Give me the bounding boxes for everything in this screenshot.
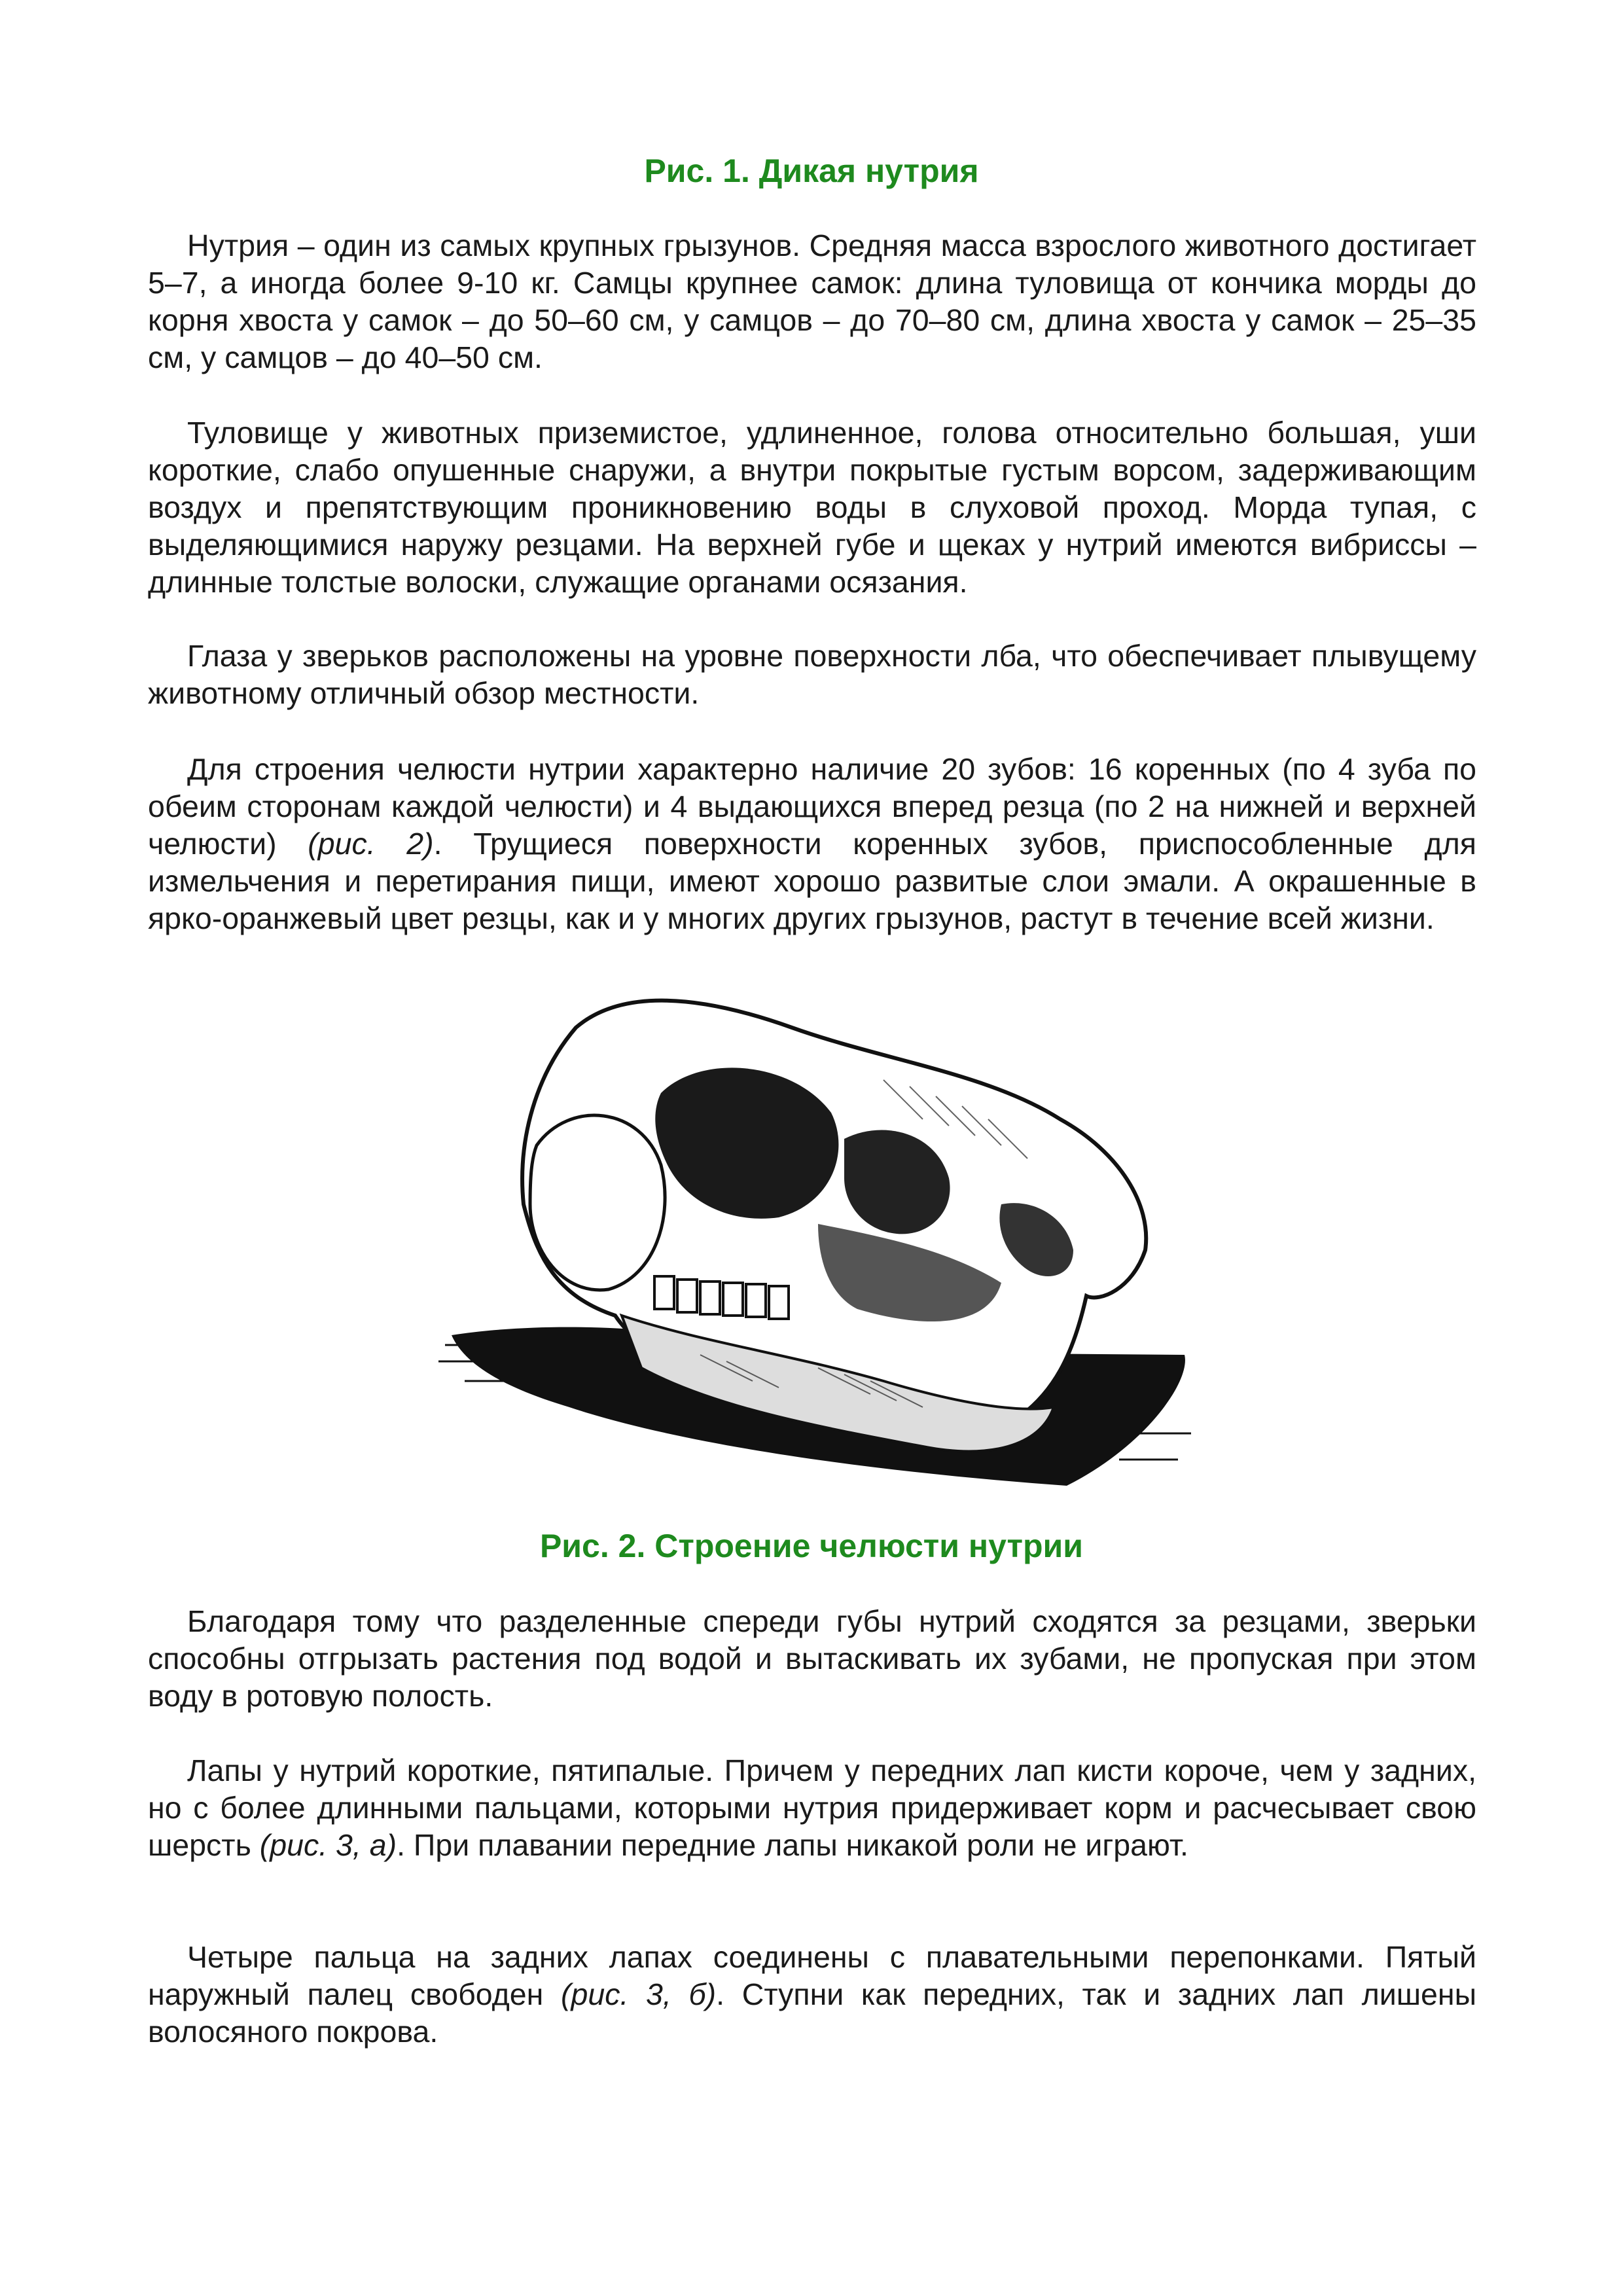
paragraph-jaw-text-cont: . Трущиеся поверхности коренных зубов, приспособленные для измельчения и перетирания пищи, имеют хорошо развитые слои эмали. А окрашенные в ярко-оранжевый цвет резцы, как и у многих других грызунов, растут в течение всей жизни.	[148, 827, 1476, 935]
figure-reference: (рис. 3, а)	[259, 1828, 397, 1862]
paragraph-hind-paws-text: Четыре пальца на задних лапах соединены с плавательными перепонками. Пятый наружный палец свободен	[148, 1940, 1476, 2011]
paragraph-jaw	[148, 751, 1476, 937]
figure1-caption: Рис. 1. Дикая нутрия	[644, 152, 979, 189]
paragraph-lips: Благодаря тому что разделенные спереди губы нутрий сходятся за резцами, зверьки способны отгрызать растения под водой и вытаскивать их зубами, не пропуская при этом воду в ротовую полость.	[148, 1604, 1476, 1713]
paragraph-paws	[148, 1752, 1476, 1864]
paragraph-jaw-text: Для строения челюсти нутрии характерно наличие 20 зубов: 16 коренных (по 4 зуба по обеим сторонам каждой челюсти) и 4 выдающихся вперед резца (по 2 на нижней и верхней челюсти)	[148, 752, 1476, 861]
paragraph-paws-text: Лапы у нутрий короткие, пятипалые. Причем у передних лап кисти короче, чем у задних, но с более длинными пальцами, которыми нутрия придерживает корм и расчесывает свою шерсть	[148, 1753, 1476, 1862]
paragraph-hind-paws	[148, 1939, 1476, 2051]
paragraph-eyes: Глаза у зверьков расположены на уровне поверхности лба, что обеспечивает плывущему животному отличный обзор местности.	[148, 639, 1476, 710]
paragraph-size: Нутрия – один из самых крупных грызунов. Средняя масса взрослого животного достигает 5–7, а иногда более 9-10 кг. Самцы крупнее самок: длина туловища от кончика морды до корня хвоста у самок – до 50–60 см, у самцов – до 70–80 см, длина хвоста у самок – 25–35 см, у самцов – до 40–50 см.	[148, 228, 1476, 374]
skull-illustration	[425, 988, 1198, 1512]
figure-reference: (рис. 2)	[308, 827, 434, 861]
paragraph-body: Туловище у животных приземистое, удлиненное, голова относительно большая, уши короткие, слабо опушенные снаружи, а внутри покрытые густым ворсом, задерживающим воздух и препятствующим проникновению воды в слуховой проход. Морда тупая, с выделяющимися наружу резцами. На верхней губе и щеках у нутрий имеются вибриссы – длинные толстые волоски, служащие органами осязания.	[148, 416, 1476, 599]
skull-drawing	[425, 988, 1198, 1512]
figure2-caption: Рис. 2. Строение челюсти нутрии	[539, 1528, 1084, 1564]
paragraph-hind-paws-text-cont: . Ступни как передних, так и задних лап лишены волосяного покрова.	[148, 1977, 1476, 2049]
paragraph-paws-text-cont: . При плавании передние лапы никакой роли не играют.	[397, 1828, 1188, 1862]
figure-reference: (рис. 3, б)	[560, 1977, 717, 2011]
